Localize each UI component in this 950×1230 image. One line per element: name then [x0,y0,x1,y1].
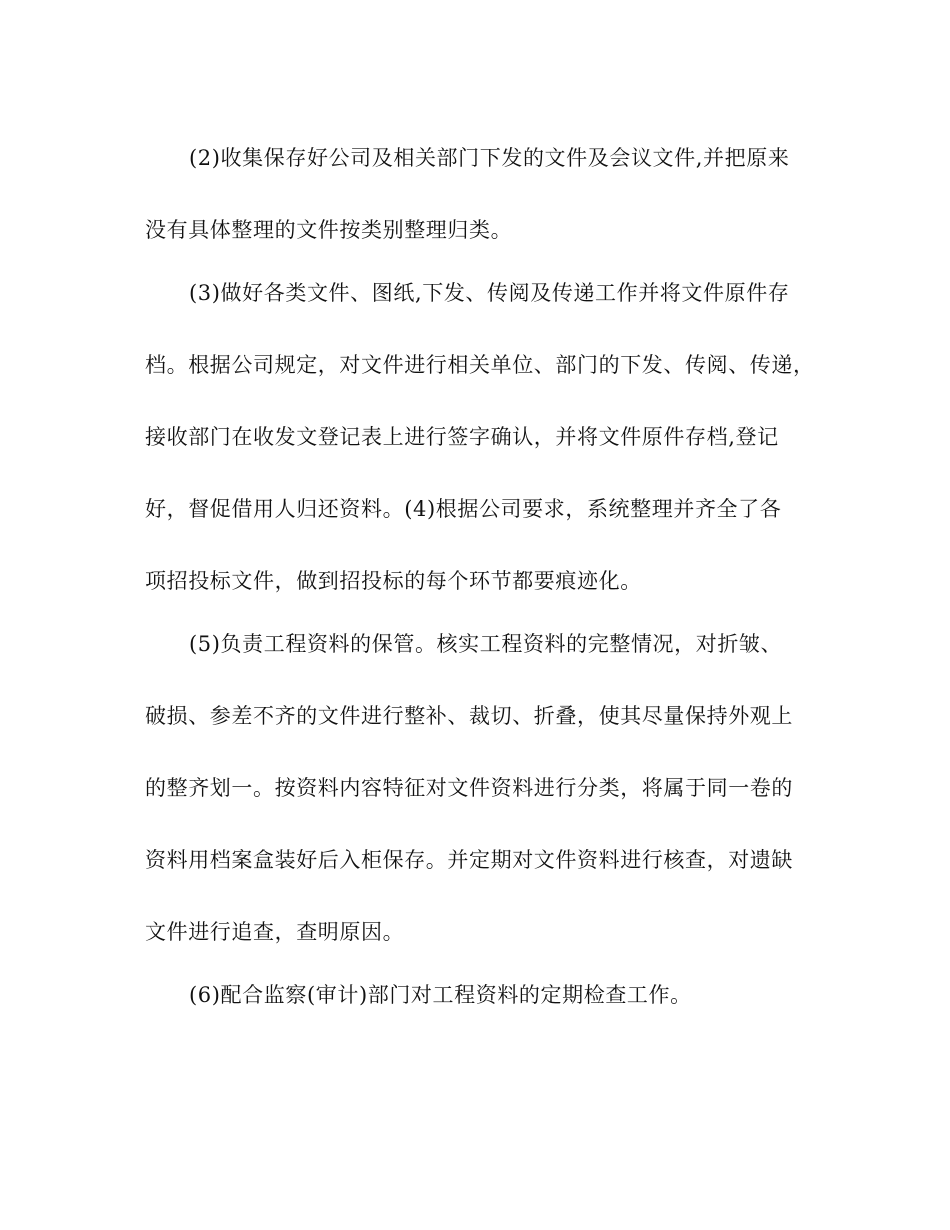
paragraph-3-line-2: 档。根据公司规定，对文件进行相关单位、部门的下发、传阅、传递， [145,353,815,377]
paragraph-3-line-1: (3)做好各类文件、图纸,下发、传阅及传递工作并将文件原件存 [189,281,790,305]
paragraph-5-line-1: (5)负责工程资料的保管。核实工程资料的完整情况，对折皱、 [189,632,783,656]
paragraph-2-line-1: (2)收集保存好公司及相关部门下发的文件及会议文件,并把原来 [189,146,790,170]
paragraph-5-line-5: 文件进行追查，查明原因。 [145,920,405,944]
paragraph-2-line-2: 没有具体整理的文件按类别整理归类。 [145,218,513,242]
paragraph-6-line-1: (6)配合监察(审计)部门对工程资料的定期检查工作。 [189,983,692,1007]
paragraph-5-line-3: 的整齐划一。按资料内容特征对文件资料进行分类，将属于同一卷的 [145,776,793,800]
paragraph-3-line-5: 项招投标文件，做到招投标的每个环节都要痕迹化。 [145,569,642,593]
paragraph-3-line-4: 好，督促借用人归还资料。(4)根据公司要求，系统整理并齐全了各 [145,497,782,521]
paragraph-5-line-2: 破损、参差不齐的文件进行整补、裁切、折叠，使其尽量保持外观上 [145,704,793,728]
paragraph-5-line-4: 资料用档案盒装好后入柜保存。并定期对文件资料进行核查，对遗缺 [145,848,793,872]
paragraph-3-line-3: 接收部门在收发文登记表上进行签字确认，并将文件原件存档,登记 [145,425,779,449]
